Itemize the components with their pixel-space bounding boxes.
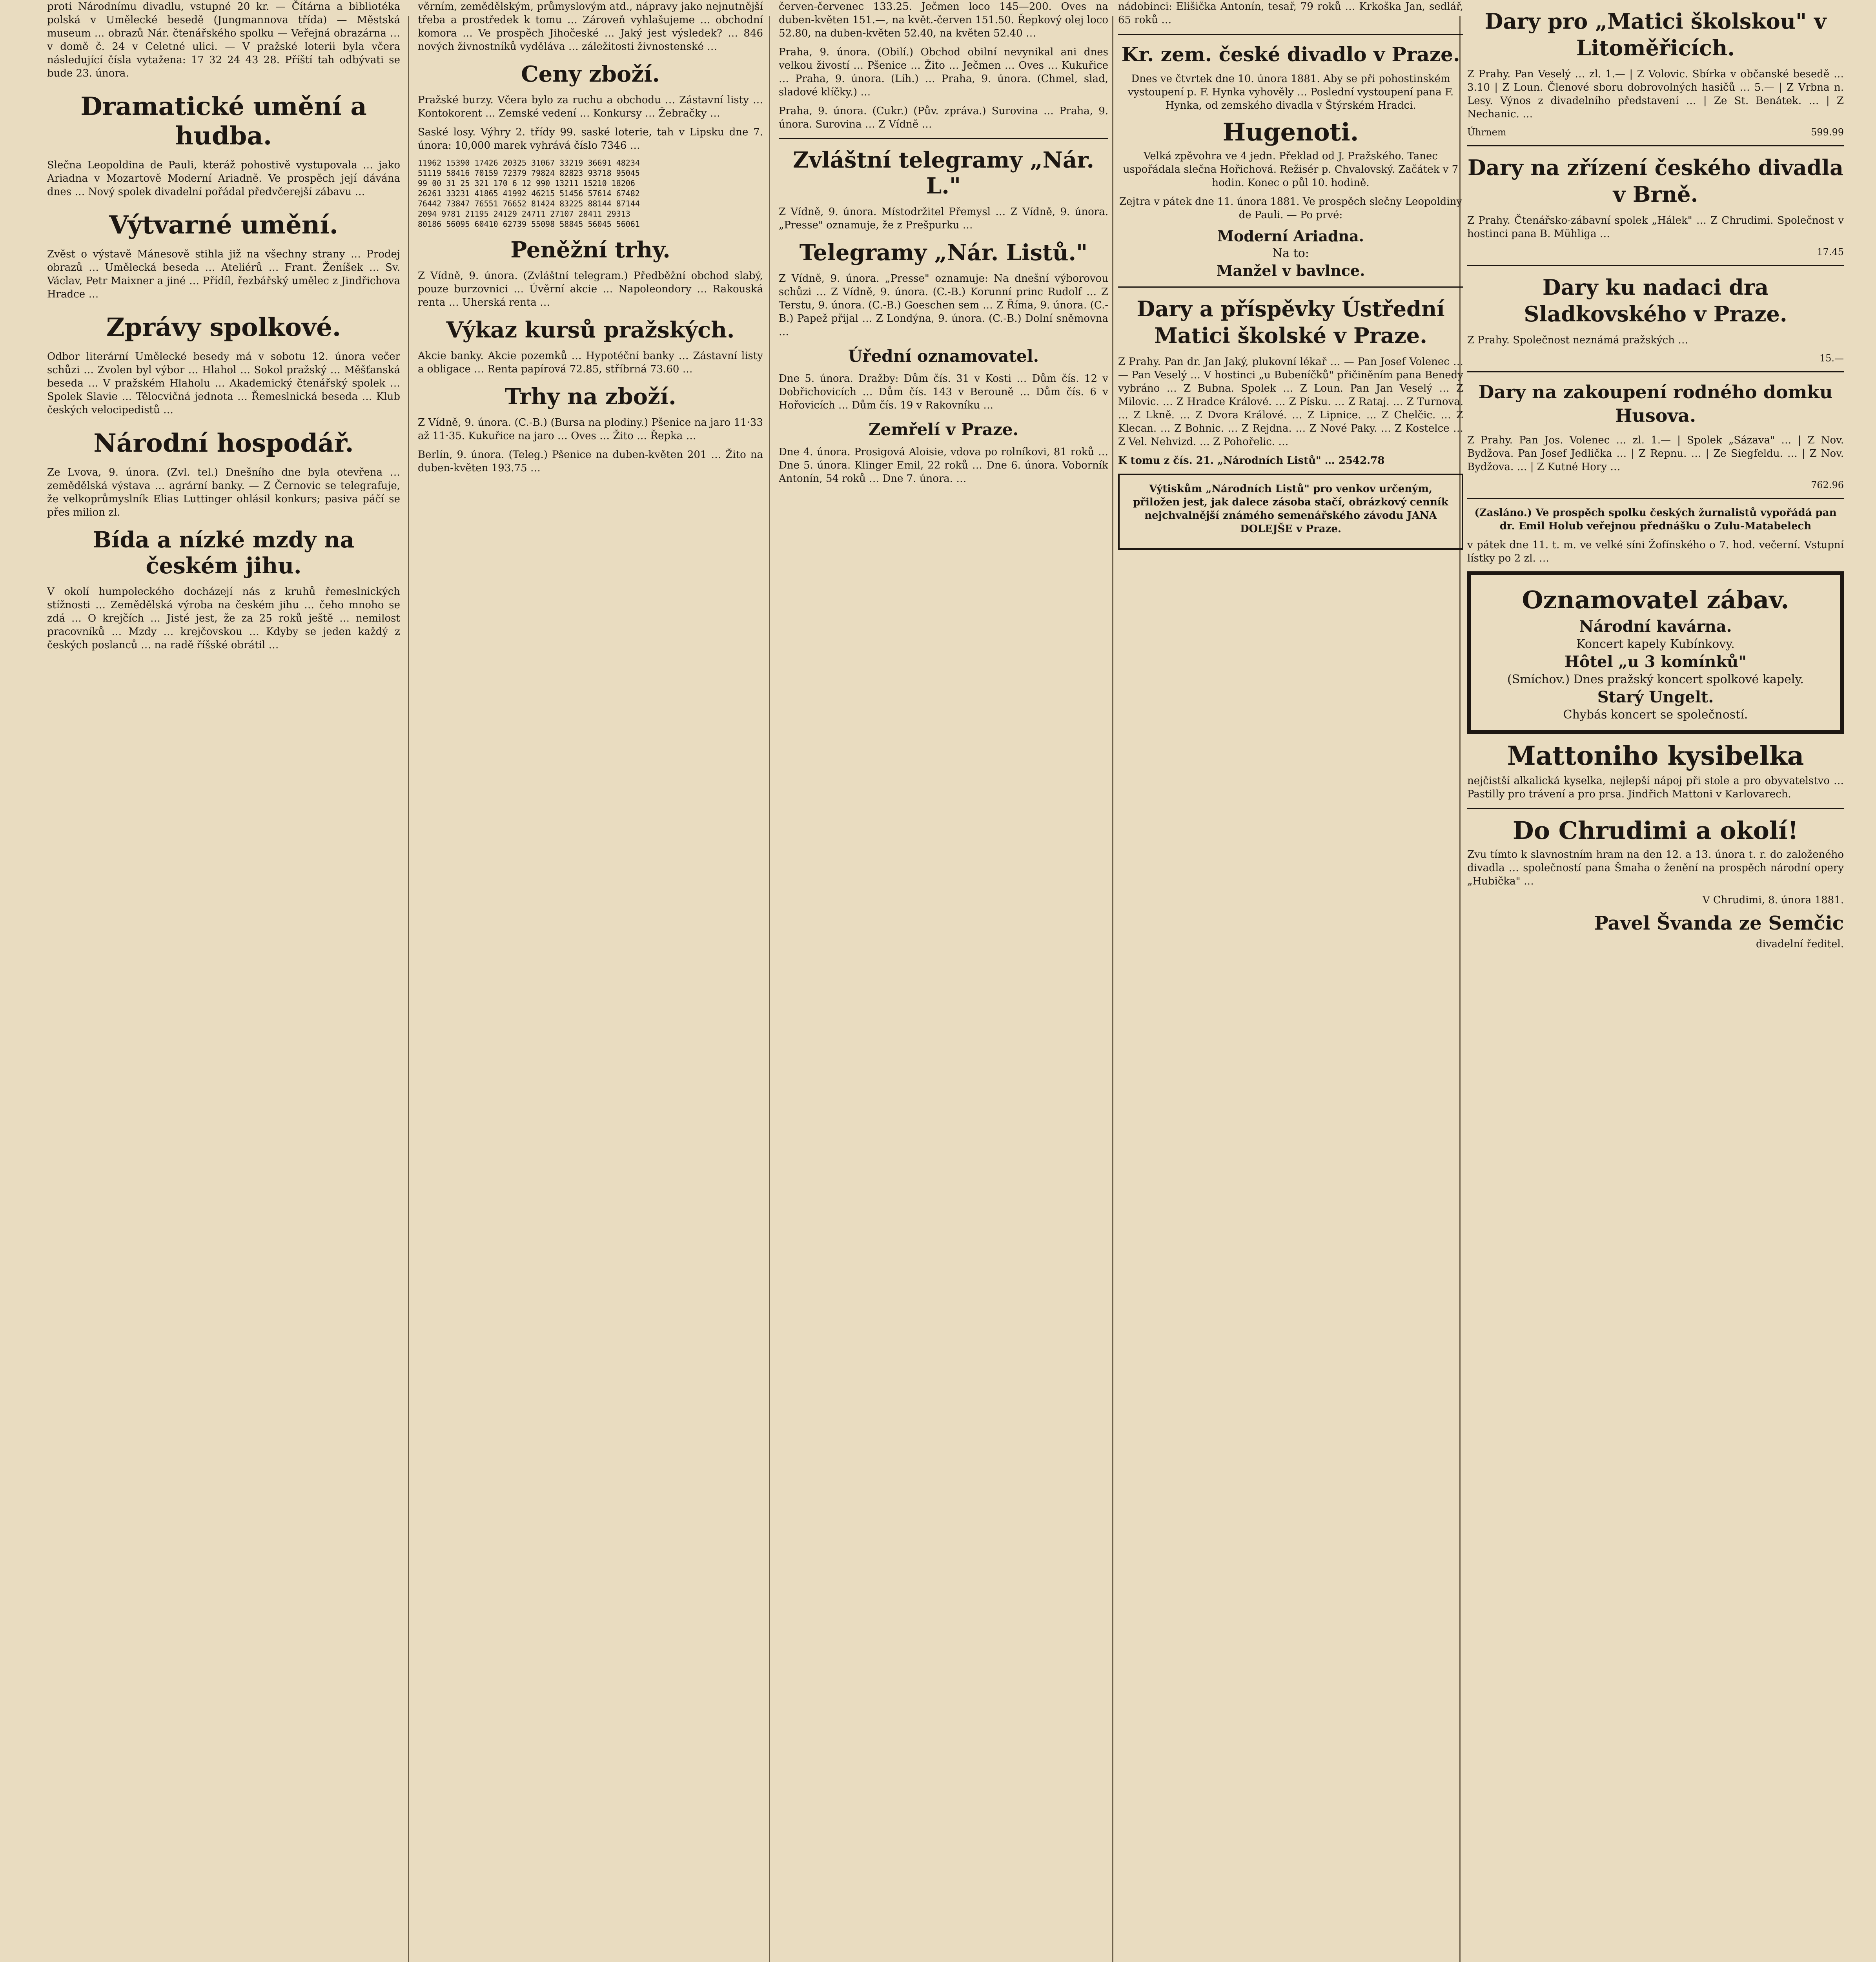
dary-sladkovsky-text: Z Prahy. Společnost neznámá pražských … [1467,334,1688,346]
opera-title: Hugenoti. [1222,118,1359,146]
chrudim-date: V Chrudimi, 8. února 1881. [1702,894,1844,906]
heading-ceny: Ceny zboží. [521,61,660,87]
heading-uredni: Úřední oznamovatel. [848,346,1039,366]
column-2 [418,0,763,1962]
bida-text: V okolí humpoleckého docházejí nás z kruhů řemeslnických stížnosti … Zemědělská výroba na českém jihu … čeho mnoho se zdá … O krejčích … Jisté jest, že za 25 roků ještě … nemilost pracovníků … Mzdy … krejčovskou … Kdyby se jeden každý z českých poslanců … na radě říšské obrátil … [47,586,400,651]
dary-hus-total [1467,479,1844,491]
oz-item-3-sub: Chybás koncert se společností. [1563,708,1748,722]
trhy-text: Z Vídně, 9. února. (C.-B.) (Bursa na plodiny.) Pšenice na jaro 11·33 až 11·35. Kukuřice na jaro … Oves … Žito … Řepka … [418,417,763,442]
spolkove-text: Odbor literární Umělecké besedy má v sobotu 12. února večer schůzi … Zvolen byl výbor … Hlahol … Sokol pražský … Měšťanská beseda … V pražském Hlaholu … Akademický čtenářský spolek … Spolek Slavie … Tělocvičná jednota … Řemeslnická beseda … Klub českých velocipedistů … [47,351,400,416]
divadlo-text-3: Zejtra v pátek dne 11. února 1881. Ve prospěch slečny Leopoldiny de Pauli. — Po prvé: [1119,196,1463,221]
mattoni-text: nejčistší alkalická kyselka, nejlepší nápoj při stole a pro obyvatelstvo … Pastilly pro trávení a pro prsa. Jindřich Mattoni v Karlovarech. [1467,775,1844,800]
heading-penezni-trhy: Peněžní trhy. [510,237,670,263]
art-text: Zvěst o výstavě Mánesově stihla již na všechny strany … Prodej obrazů … Umělecká beseda … Ateliérů … Frant. Ženíšek … Sv. Václav, Petr Maixner a jiné … Přídíl, řezbářský umělec z Jindřichova Hradce … [47,248,400,300]
total-value: 762.96 [1811,480,1844,491]
saske-losy-text: Saské losy. Výhry 2. třídy 99. saské loterie, tah v Lipsku dne 7. února: 10,000 marek vyhrává číslo 7346 … [418,126,763,151]
heading-art: Výtvarné umění. [109,210,338,240]
column-rule [408,16,409,1962]
ceny-text: Pražské burzy. Včera bylo za ruchu a obchodu … Zástavní listy … Kontokorent … Zemské vedení … Konkursy … Žebračky … [418,94,763,119]
column-5 [1467,0,1844,1962]
telegramy-text: Z Vídně, 9. února. „Presse" oznamuje: Na dnešní výborovou schůzi … Z Vídně, 9. února. (C.-B.) Korunní princ Rudolf … Z Terstu, 9. února. (C.-B.) Goeschen sem … Z Říma, 9. února. (C.-B.) Papež přijal … Z Londýna, 9. února. (C.-B.) Dolní sněmovna … [779,273,1108,338]
zasilano-text-2: v pátek dne 11. t. m. ve velké síni Žofínského o 7. hod. večerní. Vstupní lístky po 2 zl. … [1467,539,1844,564]
oznamovatel-zabav [1467,571,1844,734]
oz-item-3: Starý Ungelt. [1597,688,1714,706]
heading-dary-sladkovsky: Dary ku nadaci dra Sladkovského v Praze. [1524,275,1787,326]
col4-top-text: nádobinci: Elišička Antonín, tesař, 79 roků … Krkoška Jan, sedlář, 65 roků … [1118,1,1463,26]
heading-dary-brno: Dary na zřízení českého divadla v Brně. [1467,155,1844,207]
narodni-hospodar-text: Ze Lvova, 9. února. (Zvl. tel.) Dnešního dne byla otevřena … zemědělská výstava … agrární banky. — Z Černovic se telegrafuje, že velkoprůmyslník Elias Luttinger ohlásil konkurs; pasiva páčí se přes milion zl. [47,467,400,518]
heading-narodni-hospodar: Národní hospodář. [93,429,354,458]
dary-litomerice-total [1467,126,1844,138]
zasilano-text: (Zasláno.) Ve prospěch spolku českých žurnalistů vypořádá pan dr. Emil Holub veřejnou přednášku o Zulu-Matabelech [1474,507,1837,532]
heading-dary-ustredni: Dary a příspěvky Ústřední Matici školské v Praze. [1137,296,1445,348]
play-title-2: Manžel v bavlnce. [1216,262,1365,279]
oznamovatel-title: Oznamovatel zábav. [1522,585,1789,614]
divider [1467,371,1844,372]
total-value: 15.— [1819,353,1844,364]
column-4 [1118,0,1463,1962]
penezni-trhy-text: Z Vídně, 9. února. (Zvláštní telegram.) Předběžní obchod slabý, pouze burzovnici … Úvěrní akcie … Napoleondory … Rakouská renta … Uherská renta … [418,270,763,308]
divider [1467,145,1844,146]
zemreli-text: Dne 4. února. Prosigová Aloisie, vdova po rolníkovi, 81 roků … Dne 5. února. Klinger Emil, 22 roků … Dne 6. února. Voborník Antonín, 54 roků … Dne 7. února. … [779,446,1108,485]
heading-zvlastni-telegramy: Zvláštní telegramy „Nár. L." [792,147,1095,199]
heading-drama: Dramatické umění a hudba. [80,92,367,151]
play-na-to: Na to: [1272,246,1309,260]
divider [1467,808,1844,809]
zvlastni-telegramy-text: Z Vídně, 9. února. Místodržitel Přemysl … Z Vídně, 9. února. „Presse" oznamuje, že z Prešpurku … [779,206,1108,231]
total-label: Úhrnem [1467,127,1506,138]
dolejs-ad-text: Výtiskům „Národních Listů" pro venkov určeným, přiložen jest, jak dalece zásoba stačí, obrázkový cenník nejchvalnější známého semenářského závodu JANA DOLEJŠE v Praze. [1133,483,1448,535]
divider [1118,286,1463,288]
dary-brno-text: Z Prahy. Čtenářsko-zábavní spolek „Hálek" … Z Chrudimi. Společnost v hostinci pana B. Mühliga … [1467,215,1844,240]
total-value: 599.99 [1811,127,1844,138]
col3-top-text: červen-červenec 133.25. Ječmen loco 145—200. Oves na duben-květen 151.—, na květ.-červen 151.50. Řepkový olej loco 52.80, na duben-květen 52.40, na květen 52.40 … [779,1,1108,39]
heading-divadlo: Kr. zem. české divadlo v Praze. [1121,43,1460,66]
uredni-text: Dne 5. února. Dražby: Dům čís. 31 v Kosti … Dům čís. 12 v Dobřichovicích … Dům čís. 143 v Berouně … Dům čís. 6 v Hořovicích … Dům čís. 19 v Rakovníku … [779,373,1108,411]
oz-item-2: Hôtel „u 3 komínků" [1565,653,1747,671]
lottery-table: 11962 15390 17426 20325 31067 33219 36691 48234 51119 58416 70159 72379 79824 82823 93718 95045 99 00 31 25 321 170 6 12 990 13211 15210 18206 26261 33231 41865 41992 46215 51456 57614 67482 76442 73847 76551 76652 81424 83225 88144 87144 2094 9781 21195 24129 24711 27107 28411 29313 80186 56095 60410 62739 55098 58845 56045 56061 [418,158,640,229]
dary-litomerice-text: Z Prahy. Pan Veselý … zl. 1.— | Z Volovic. Sbírka v občanské besedě … 3.10 | Z Loun. Členové sboru dobrovolných hasičů … 5.— | Z Vrbna n. Lesy. Výnos z divadelního představení … | Ze St. Benátek. … | Z Nechanic. … [1467,68,1844,120]
divider [1467,265,1844,266]
heading-dary-litomerice: Dary pro „Matici školskou" v Litoměřicích. [1484,9,1827,60]
heading-trhy-na-zbozi: Trhy na zboží. [505,384,676,410]
heading-telegramy: Telegramy „Nár. Listů." [799,240,1088,266]
heading-dary-hus: Dary na zakoupení rodného domku Husova. [1478,381,1833,426]
chrudim-signature-sub: divadelní ředitel. [1756,938,1844,950]
drama-text: Slečna Leopoldina de Pauli, kteráž pohostivě vystupovala … jako Ariadna v Mozartově Moderní Ariadně. Ve prospěch její dávána dnes … Nový spolek divadelní pořádal předvčerejší zábavu … [47,159,400,198]
chrudim-signature: Pavel Švanda ze Semčic [1594,912,1844,934]
column-3 [779,0,1108,1962]
dary-sladkovsky-total [1467,352,1844,364]
heading-zemreli: Zemřelí v Praze. [868,420,1019,439]
chrudim-text: Zvu tímto k slavnostním hram na den 12. a 13. února t. r. do založeného divadla … společností pana Šmaha o ženění na prospěch národní opery „Hubička" … [1467,849,1844,887]
mattoni-title: Mattoniho kysibelka [1507,740,1804,771]
dary-ustredni-sum: K tomu z čís. 21. „Národních Listů" … 2542.78 [1118,455,1385,467]
dolejs-ad [1118,474,1463,550]
oz-item-1: Národní kavárna. [1579,617,1732,636]
column-rule [769,16,770,1962]
dary-hus-text: Z Prahy. Pan Jos. Volenec … zl. 1.— | Spolek „Sázava" … | Z Nov. Bydžova. Pan Josef Jedlička … | Z Repnu. … | Ze Siegfeldu. … | Z Nov. Bydžova. … | Z Kutné Hory … [1467,434,1844,473]
divider [1118,34,1463,35]
divider [1467,498,1844,499]
divider [779,138,1108,139]
intro-text: proti Národnímu divadlu, vstupné 20 kr. — Čítárna a bibliotéka polská v Umělecké besedě (Jungmannova třída) — Městská museum … obrazů Nár. čtenářského spolku — Veřejná obrazárna … v domě č. 24 v Celetné ulici. — V pražské loterii byla včera následující čísla vytažena: 17 32 24 43 28. Příští tah odbývati se bude 23. února. [47,1,400,79]
vykaz-kursu-text: Akcie banky. Akcie pozemků … Hypotéční banky … Zástavní listy a obligace … Renta papírová 72.85, stříbrná 73.60 … [418,350,763,375]
total-value: 17.45 [1817,246,1844,257]
cukr-text: Praha, 9. února. (Cukr.) (Pův. zpráva.) Surovina … Praha, 9. února. Surovina … Z Vídně … [779,105,1108,130]
heading-vykaz-kursu: Výkaz kursů pražských. [446,317,735,343]
berlin-text: Berlín, 9. února. (Teleg.) Pšenice na duben-květen 201 … Žito na duben-květen 193.75 … [418,449,763,474]
praha-obili-text: Praha, 9. února. (Obilí.) Obchod obilní nevynikal ani dnes velkou živostí … Pšenice … Žito … Ječmen … Oves … Kukuřice … Praha, 9. února. (Líh.) … Praha, 9. února. (Chmel, slad, sladové klíčky.) … [779,46,1108,98]
dary-brno-total [1467,246,1844,258]
col2-top-text: věrním, zemědělským, průmyslovým atd., nápravy jako nejnutnější třeba a prostředek k tomu … Zároveň vyhlašujeme … obchodní komora … Ve prospěch Jihočeské … Jaký jest výsledek? … 846 nových živnostníků vyděláva … záležitosti živnostenské … [418,1,763,53]
divadlo-text: Dnes ve čtvrtek dne 10. února 1881. Aby se při pohostinském vystoupení p. F. Hynka vyhověly … Poslední vystoupení pana F. Hynka, od zemského divadla v Štýrském Hradci. [1127,73,1454,111]
heading-bida: Bída a nízké mzdy na českém jihu. [93,527,355,579]
divadlo-text-2: Velká zpěvohra ve 4 jedn. Překlad od J. Pražského. Tanec uspořádala slečna Hořichová. Režisér p. Chvalovský. Začátek v 7 hodin. Konec o půl 10. hodině. [1123,150,1459,189]
oz-item-1-sub: Koncert kapely Kubínkovy. [1576,637,1735,651]
heading-spolkove: Zprávy spolkové. [106,313,341,342]
column-rule [1112,16,1113,1962]
oz-item-2-sub: (Smíchov.) Dnes pražský koncert spolkové kapely. [1507,673,1804,686]
dary-ustredni-text: Z Prahy. Pan dr. Jan Jaký, plukovní lékař … — Pan Josef Volenec … — Pan Veselý … V hostinci „u Bubeníčků" přičiněním pana Benedy vybráno … Z Bubna. Spolek … Z Loun. Pan Jan Veselý … Z Milovic. … Z Hradce Králové. … Z Písku. … Z Rataj. … Z Turnova. … Z Lkně. … Z Dvora Králové. … Z Lipnice. … Z Chelčic. … Z Klecan. … Z Bohnic. … Z Rejdna. … Z Nové Paky. … Z Kostelce … Z Vel. Nehvizd. … Z Pohořelic. … [1118,356,1463,448]
play-title: Moderní Ariadna. [1217,227,1364,245]
chrudim-title: Do Chrudimi a okolí! [1512,816,1799,845]
column-1 [47,0,400,1962]
